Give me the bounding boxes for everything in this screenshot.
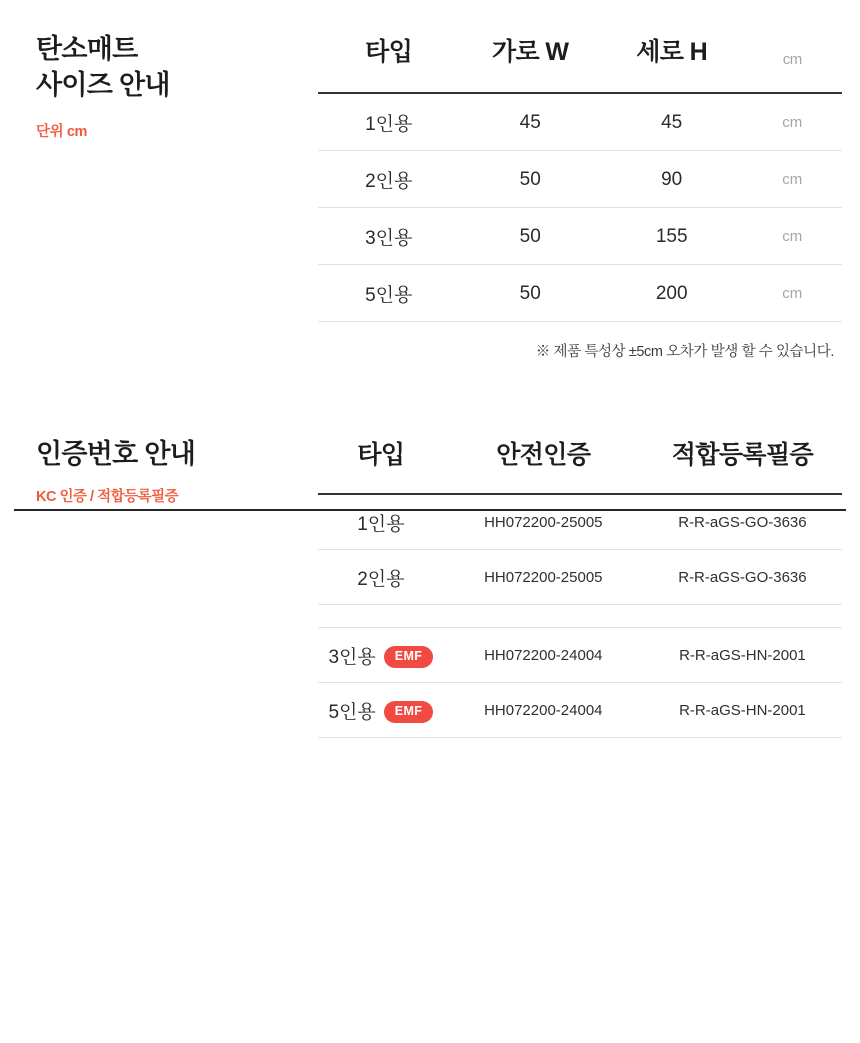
cert-cell-type	[318, 628, 444, 683]
certification-table-body	[318, 494, 842, 738]
cert-cell-safety: HH072200-24004	[444, 628, 643, 683]
table-header-row	[318, 26, 842, 93]
table-row	[318, 683, 842, 738]
certification-side-column	[36, 431, 318, 738]
emf-badge: EMF	[384, 646, 434, 668]
size-header-width: 가로 W	[459, 26, 600, 93]
size-cell-width: 45	[459, 93, 600, 151]
size-cell-width: 50	[459, 208, 600, 265]
certification-table-column	[318, 431, 842, 738]
spacer-cell	[643, 605, 842, 628]
size-cell-unit: cm	[742, 208, 842, 265]
size-cell-width: 50	[459, 151, 600, 208]
size-table	[318, 26, 842, 322]
table-row	[318, 93, 842, 151]
cert-header-registration: 적합등록필증	[643, 431, 842, 494]
cert-cell-safety: HH072200-25005	[444, 550, 643, 605]
size-guide-title	[36, 32, 318, 104]
size-tolerance-note: ※ 제품 특성상 ±5cm 오차가 발생 할 수 있습니다.	[535, 344, 834, 360]
size-guide-side-column	[36, 26, 318, 361]
cert-cell-registration: R-R-aGS-GO-3636	[643, 550, 842, 605]
cert-cell-safety: HH072200-24004	[444, 683, 643, 738]
table-row	[318, 550, 842, 605]
size-cell-unit: cm	[742, 151, 842, 208]
cert-cell-type	[318, 550, 444, 605]
cert-type-label: 3인용	[328, 647, 376, 668]
certification-table	[318, 431, 842, 738]
size-guide-title-line1: 탄소매트	[36, 34, 138, 64]
cert-type-label: 5인용	[328, 702, 376, 723]
size-table-body	[318, 93, 842, 322]
certification-table-head	[318, 431, 842, 494]
table-row	[318, 628, 842, 683]
spacer-cell	[444, 605, 643, 628]
cert-cell-type	[318, 683, 444, 738]
table-row	[318, 265, 842, 322]
size-guide-subtitle: 단위 cm	[36, 123, 87, 140]
cert-type-label: 1인용	[357, 514, 405, 535]
table-header-row	[318, 431, 842, 494]
size-guide-table-column	[318, 26, 842, 361]
spacer-cell	[318, 605, 444, 628]
table-spacer-row	[318, 605, 842, 628]
table-row	[318, 151, 842, 208]
table-row	[318, 494, 842, 550]
cert-cell-safety: HH072200-25005	[444, 494, 643, 550]
table-row	[318, 208, 842, 265]
size-cell-height: 90	[601, 151, 742, 208]
certification-title: 인증번호 안내	[36, 439, 196, 469]
cert-cell-registration: R-R-aGS-HN-2001	[643, 683, 842, 738]
size-cell-height: 200	[601, 265, 742, 322]
size-cell-type: 3인용	[318, 208, 459, 265]
size-guide-title-line2: 사이즈 안내	[36, 69, 170, 100]
size-header-unit: cm	[742, 26, 842, 93]
size-header-height: 세로 H	[601, 26, 742, 93]
size-cell-type: 2인용	[318, 151, 459, 208]
size-cell-type: 1인용	[318, 93, 459, 151]
cert-cell-registration: R-R-aGS-GO-3636	[643, 494, 842, 550]
size-cell-width: 50	[459, 265, 600, 322]
cert-header-type: 타입	[318, 431, 444, 494]
cert-cell-registration: R-R-aGS-HN-2001	[643, 628, 842, 683]
cert-header-safety: 안전인증	[444, 431, 643, 494]
size-cell-unit: cm	[742, 265, 842, 322]
size-cell-height: 155	[601, 208, 742, 265]
certification-section	[0, 403, 860, 738]
size-cell-type: 5인용	[318, 265, 459, 322]
size-guide-section	[0, 0, 860, 361]
size-cell-height: 45	[601, 93, 742, 151]
size-header-type: 타입	[318, 26, 459, 93]
cert-cell-type	[318, 494, 444, 550]
size-table-head	[318, 26, 842, 93]
cert-type-label: 2인용	[357, 569, 405, 590]
size-cell-unit: cm	[742, 93, 842, 151]
emf-badge: EMF	[384, 701, 434, 723]
certification-subtitle: KC 인증 / 적합등록필증	[36, 488, 179, 505]
